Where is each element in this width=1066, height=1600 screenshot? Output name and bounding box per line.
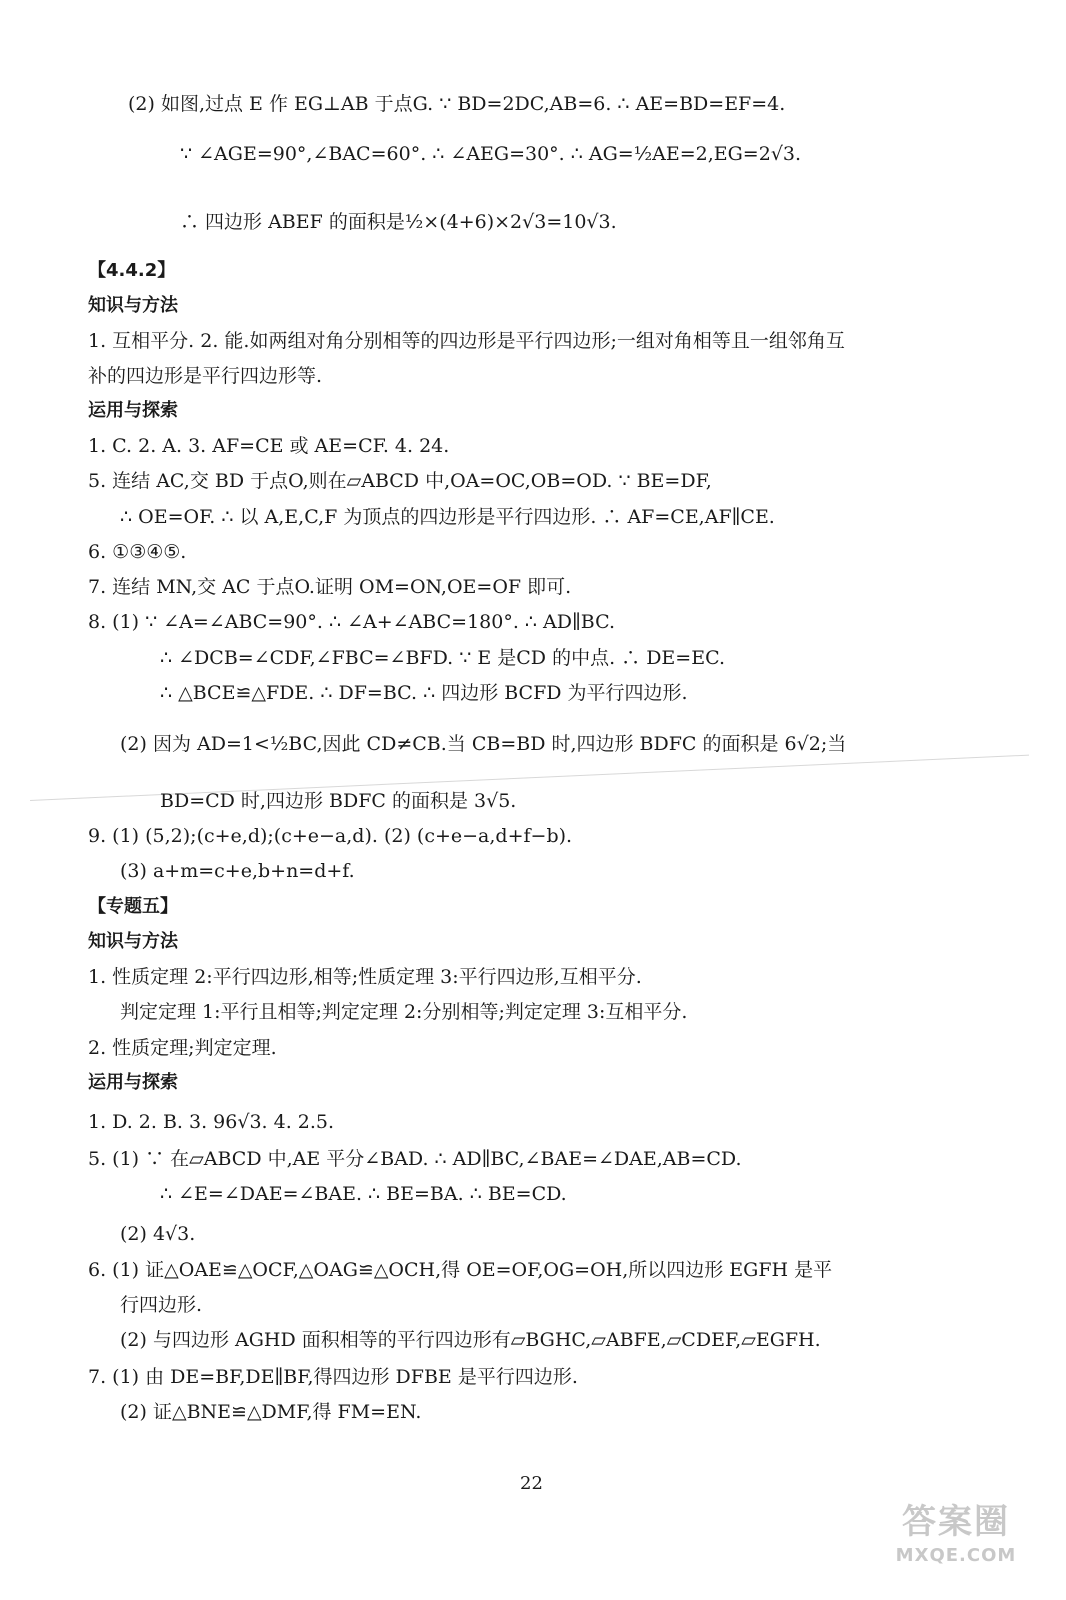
- line-l26: 行四边形.: [120, 1294, 203, 1316]
- line-l20: 2. 性质定理;判定定理.: [88, 1037, 277, 1059]
- subheading-application-exploration-2: 运用与探索: [88, 1072, 178, 1093]
- line-l7: 5. 连结 AC,交 BD 于点O,则在▱ABCD 中,OA=OC,OB=OD. ∵ BE=DF,: [88, 470, 712, 492]
- line-l14: (2) 因为 AD=1<½BC,因此 CD≠CB.当 CB=BD 时,四边形 BDFC 的面积是 6√2;当: [120, 733, 847, 755]
- line-l21: 1. D. 2. B. 3. 96√3. 4. 2.5.: [88, 1111, 335, 1133]
- line-l16: 9. (1) (5,2);(c+e,d);(c+e−a,d). (2) (c+e−a,d+f−b).: [88, 825, 573, 847]
- line-l23: ∴ ∠E=∠DAE=∠BAE. ∴ BE=BA. ∴ BE=CD.: [160, 1183, 567, 1205]
- line-l4: 1. 互相平分. 2. 能.如两组对角分别相等的四边形是平行四边形;一组对角相等且一组邻角互: [88, 330, 845, 352]
- line-l28: 7. (1) 由 DE=BF,DE∥BF,得四边形 DFBE 是平行四边形.: [88, 1366, 578, 1388]
- line-l11: 8. (1) ∵ ∠A=∠ABC=90°. ∴ ∠A+∠ABC=180°. ∴ AD∥BC.: [88, 611, 615, 633]
- line-l8: ∴ OE=OF. ∴ 以 A,E,C,F 为顶点的四边形是平行四边形. ∴ AF=CE,AF∥CE.: [120, 506, 775, 528]
- watermark-url: MXQE.COM: [895, 1545, 1017, 1566]
- watermark-title: 答案圈: [902, 1502, 1010, 1542]
- line-l9: 6. ①③④⑤.: [88, 541, 187, 563]
- line-l18: 1. 性质定理 2:平行四边形,相等;性质定理 3:平行四边形,互相平分.: [88, 966, 642, 988]
- page-number: 22: [520, 1473, 543, 1494]
- line-l2: ∵ ∠AGE=90°,∠BAC=60°. ∴ ∠AEG=30°. ∴ AG=½AE=2,EG=2√3.: [180, 143, 802, 165]
- subheading-knowledge-method-2: 知识与方法: [88, 931, 178, 952]
- line-l3: ∴ 四边形 ABEF 的面积是½×(4+6)×2√3=10√3.: [180, 211, 617, 233]
- line-l29: (2) 证△BNE≌△DMF,得 FM=EN.: [120, 1401, 422, 1423]
- line-l12: ∴ ∠DCB=∠CDF,∠FBC=∠BFD. ∵ E 是CD 的中点. ∴ DE=EC.: [160, 647, 725, 669]
- line-l6: 1. C. 2. A. 3. AF=CE 或 AE=CF. 4. 24.: [88, 435, 450, 457]
- line-l10: 7. 连结 MN,交 AC 于点O.证明 OM=ON,OE=OF 即可.: [88, 576, 572, 598]
- line-l19: 判定定理 1:平行且相等;判定定理 2:分别相等;判定定理 3:互相平分.: [120, 1001, 688, 1023]
- line-l15: BD=CD 时,四边形 BDFC 的面积是 3√5.: [160, 790, 517, 812]
- subheading-knowledge-method: 知识与方法: [88, 295, 178, 316]
- line-l1: (2) 如图,过点 E 作 EG⊥AB 于点G. ∵ BD=2DC,AB=6. ∴ AE=BD=EF=4.: [128, 93, 786, 115]
- line-l5: 补的四边形是平行四边形等.: [88, 365, 323, 387]
- line-l13: ∴ △BCE≌△FDE. ∴ DF=BC. ∴ 四边形 BCFD 为平行四边形.: [160, 682, 688, 704]
- line-l25: 6. (1) 证△OAE≌△OCF,△OAG≌△OCH,得 OE=OF,OG=OH,所以四边形 EGFH 是平: [88, 1259, 833, 1281]
- line-l22: 5. (1) ∵ 在▱ABCD 中,AE 平分∠BAD. ∴ AD∥BC,∠BAE=∠DAE,AB=CD.: [88, 1148, 742, 1170]
- watermark-logo: [876, 1500, 1036, 1578]
- subheading-application-exploration: 运用与探索: [88, 400, 178, 421]
- section-heading-topic-five: 【专题五】: [88, 896, 178, 917]
- line-l27: (2) 与四边形 AGHD 面积相等的平行四边形有▱BGHC,▱ABFE,▱CDEF,▱EGFH.: [120, 1329, 821, 1351]
- section-heading-4-4-2: 【4.4.2】: [88, 260, 176, 281]
- line-l24: (2) 4√3.: [120, 1223, 196, 1245]
- line-l17: (3) a+m=c+e,b+n=d+f.: [120, 860, 355, 882]
